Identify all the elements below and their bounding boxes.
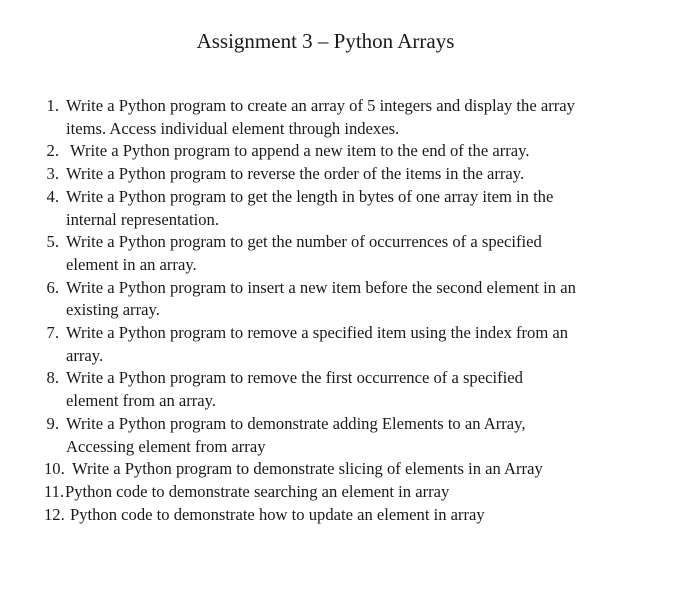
item-text-line: Accessing element from array [66,436,266,456]
item-text-line: Write a Python program to remove a specified item using the index from an [66,323,569,343]
item-text-line: array. [66,345,104,365]
item-text-line: Write a Python program to reverse the order of the items in the array. [66,164,525,184]
list-item [0,140,689,163]
item-text-line: items. Access individual element through indexes. [66,118,400,138]
item-text-line: existing array. [66,300,160,320]
list-item [0,458,689,481]
list-item [0,95,689,140]
list-item [0,231,689,276]
list-item [0,186,689,231]
item-number: 10. [44,459,65,479]
item-text-line: internal representation. [66,209,219,229]
item-number: 12. [44,504,65,524]
item-number: 11. [44,481,65,501]
assignment-list [0,95,689,526]
item-number: 5. [46,232,59,252]
list-item [0,277,689,322]
item-number: 1. [46,96,59,115]
item-text-line: Write a Python program to create an array of 5 integers and display the array [66,96,575,115]
item-number: 6. [46,277,59,297]
item-text-line: Write a Python program to get the number of occurrences of a specified [66,232,542,252]
document-title: Assignment 3 – Python Arrays [196,29,455,53]
list-item [0,322,689,367]
item-number: 9. [46,413,59,433]
item-text-line: Python code to demonstrate how to update an element in array [70,504,485,524]
item-text-line: Write a Python program to remove the first occurrence of a specified [66,368,523,388]
item-number: 2. [46,141,59,161]
item-text-line: Write a Python program to get the length in bytes of one array item in the [66,186,554,206]
list-item [0,413,689,458]
item-text-line: Write a Python program to demonstrate slicing of elements in an Array [72,459,543,479]
item-text-line: Python code to demonstrate searching an element in array [65,481,450,501]
item-text-line: Write a Python program to append a new item to the end of the array. [70,141,530,161]
item-number: 7. [46,323,59,343]
list-item [0,481,689,504]
list-item [0,504,689,527]
list-item [0,367,689,412]
item-text-line: Write a Python program to insert a new item before the second element in an [66,277,576,297]
item-text-line: element in an array. [66,254,197,274]
item-text-line: element from an array. [66,391,217,411]
list-item [0,163,689,186]
item-number: 3. [46,164,59,184]
item-number: 4. [46,186,59,206]
item-text-line: Write a Python program to demonstrate adding Elements to an Array, [66,413,526,433]
item-number: 8. [46,368,59,388]
